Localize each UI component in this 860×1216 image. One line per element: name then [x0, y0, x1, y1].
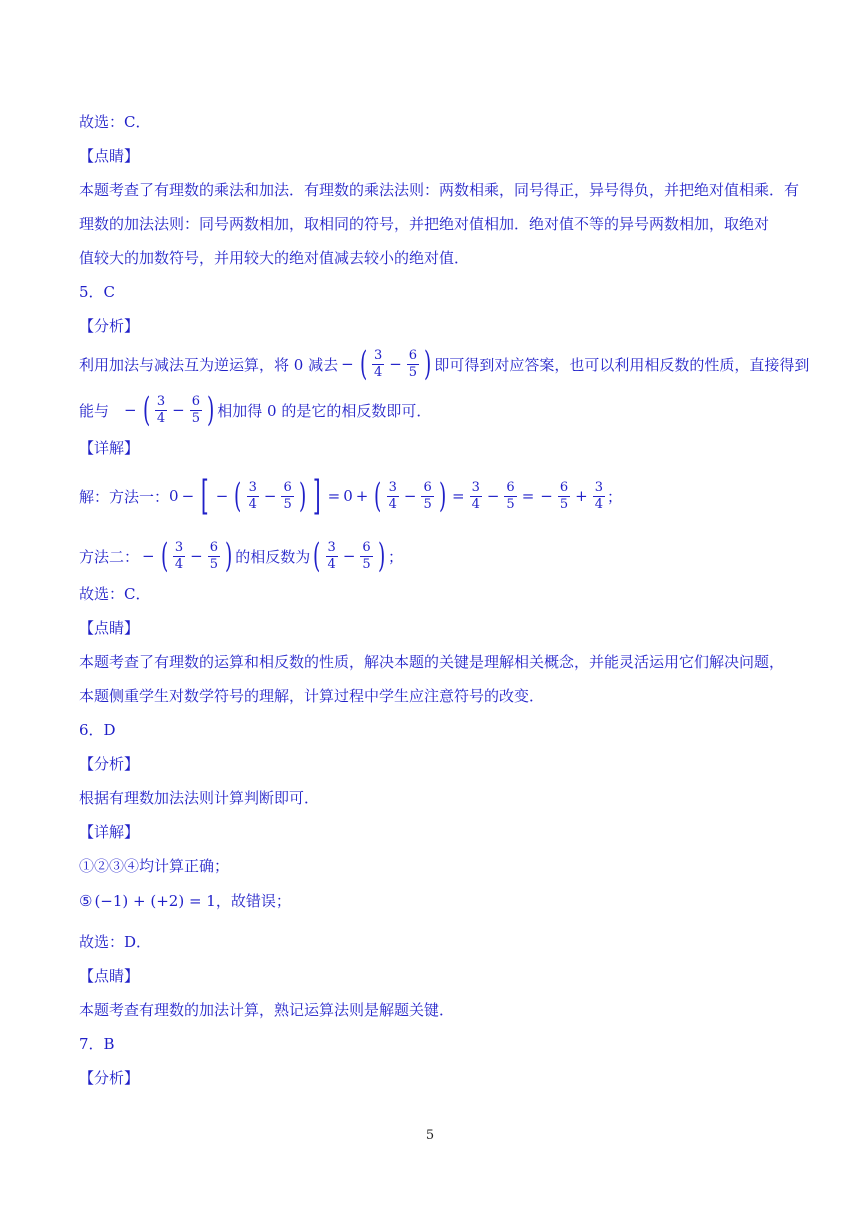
fraction: $\frac{3}{4}$: [471, 479, 480, 512]
equals-sign: =: [327, 487, 341, 505]
answer-line: 故选：C．: [79, 585, 151, 603]
paragraph-line: 本题侧重学生对数学符号的理解，计算过程中学生应注意符号的改变．: [79, 687, 545, 705]
paragraph-line: 本题考查了有理数的乘法和加法．有理数的乘法法则：两数相乘，同号得正，异号得负，并把绝对值相乘．有: [79, 181, 800, 199]
text-segment: 利用加法与减法互为逆运算，将 0 减去: [79, 355, 339, 374]
right-paren: ): [224, 536, 233, 576]
plus-sign: +: [355, 487, 369, 505]
solution-line: [79, 890, 291, 911]
right-paren: ): [377, 536, 385, 576]
text-segment: ⑤: [79, 891, 93, 910]
paragraph-line: 根据有理数加法法则计算判断即可．: [79, 789, 320, 807]
text-segment: 方法二：: [79, 547, 140, 566]
text-segment: 的相反数为: [235, 547, 311, 566]
fraction: $\frac{3}{4}$: [373, 347, 383, 380]
fraction: $\frac{6}{5}$: [283, 479, 292, 512]
question-number: 5．C: [79, 283, 116, 301]
number: 0: [343, 487, 353, 505]
section-heading: 【点睛】: [79, 147, 140, 165]
fraction: $\frac{3}{4}$: [327, 539, 336, 572]
minus-sign: −: [486, 487, 500, 505]
section-heading: 【详解】: [79, 439, 140, 457]
plus-sign: +: [575, 487, 588, 505]
left-paren: (: [142, 390, 150, 430]
minus-sign: −: [389, 355, 402, 373]
page-number: 5: [425, 1128, 435, 1143]
text-segment: ；: [387, 547, 403, 566]
fraction: $\frac{6}{5}$: [423, 479, 432, 512]
section-heading: 【分析】: [79, 317, 140, 335]
text-segment: 解：方法一：: [79, 487, 170, 506]
minus-sign: −: [172, 401, 185, 419]
left-paren: (: [160, 536, 168, 576]
minus-sign: −: [190, 547, 203, 565]
solution-line: [79, 474, 622, 518]
section-heading: 【点睛】: [79, 967, 140, 985]
question-number: 6．D: [79, 721, 116, 739]
question-number: 7．B: [79, 1035, 115, 1053]
section-heading: 【详解】: [79, 823, 140, 841]
fraction: $\frac{6}{5}$: [362, 539, 371, 572]
text-segment: ，故错误；: [215, 892, 291, 910]
analysis-line: [79, 390, 431, 430]
fraction: $\frac{6}{5}$: [506, 479, 515, 512]
minus-sign: −: [403, 487, 417, 505]
text-segment: 能与: [79, 401, 110, 420]
answer-line: 故选：D．: [79, 933, 152, 951]
right-bracket: ]: [312, 473, 321, 519]
expression: (−1) + (+2) = 1: [94, 891, 216, 910]
solution-line: [79, 536, 403, 576]
fraction: $\frac{6}{5}$: [191, 393, 200, 426]
minus-sign: −: [341, 355, 354, 373]
right-paren: ): [206, 390, 215, 430]
paragraph-line: 理数的加法法则：同号两数相加，取相同的符号，并把绝对值相加．绝对值不等的异号两数相加，取绝对: [79, 215, 770, 233]
section-heading: 【分析】: [79, 1069, 140, 1087]
text-segment: 即可得到对应答案，也可以利用相反数的性质，直接得到: [434, 355, 810, 374]
left-paren: (: [234, 476, 242, 516]
analysis-line: [79, 344, 809, 384]
number: 0: [169, 487, 179, 505]
fraction: $\frac{3}{4}$: [248, 479, 257, 512]
left-paren: (: [374, 476, 382, 516]
text-segment: ；: [607, 487, 623, 506]
fraction: $\frac{6}{5}$: [209, 539, 218, 572]
section-heading: 【点睛】: [79, 619, 140, 637]
minus-sign: −: [263, 487, 277, 505]
minus-sign: −: [215, 487, 229, 505]
minus-sign: −: [124, 401, 137, 419]
minus-sign: −: [142, 547, 155, 565]
fraction: $\frac{3}{4}$: [174, 539, 184, 572]
left-paren: (: [313, 536, 321, 576]
right-paren: ): [298, 476, 307, 516]
fraction: $\frac{3}{4}$: [388, 479, 397, 512]
fraction: $\frac{3}{4}$: [594, 479, 603, 512]
right-paren: ): [424, 344, 432, 384]
right-paren: ): [438, 476, 446, 516]
paragraph-line: 值较大的加数符号，并用较大的绝对值减去较小的绝对值．: [79, 249, 470, 267]
section-heading: 【分析】: [79, 755, 140, 773]
left-paren: (: [359, 344, 367, 384]
equals-sign: =: [451, 487, 465, 505]
equals-sign: =: [521, 487, 535, 505]
text-segment: 相加得 0 的是它的相反数即可．: [217, 401, 432, 420]
minus-sign: −: [540, 487, 553, 505]
answer-line: 故选：C．: [79, 113, 151, 131]
paragraph-line: 本题考查了有理数的运算和相反数的性质，解决本题的关键是理解相关概念，并能灵活运用它们解决问题，: [79, 653, 785, 671]
paragraph-line: 本题考查有理数的加法计算，熟记运算法则是解题关键．: [79, 1001, 455, 1019]
minus-sign: −: [181, 487, 195, 505]
fraction: $\frac{3}{4}$: [156, 393, 166, 426]
fraction: $\frac{6}{5}$: [559, 479, 569, 512]
minus-sign: −: [342, 547, 356, 565]
left-bracket: [: [201, 473, 209, 519]
paragraph-line: ①②③④均计算正确；: [79, 857, 230, 875]
fraction: $\frac{6}{5}$: [408, 347, 418, 380]
